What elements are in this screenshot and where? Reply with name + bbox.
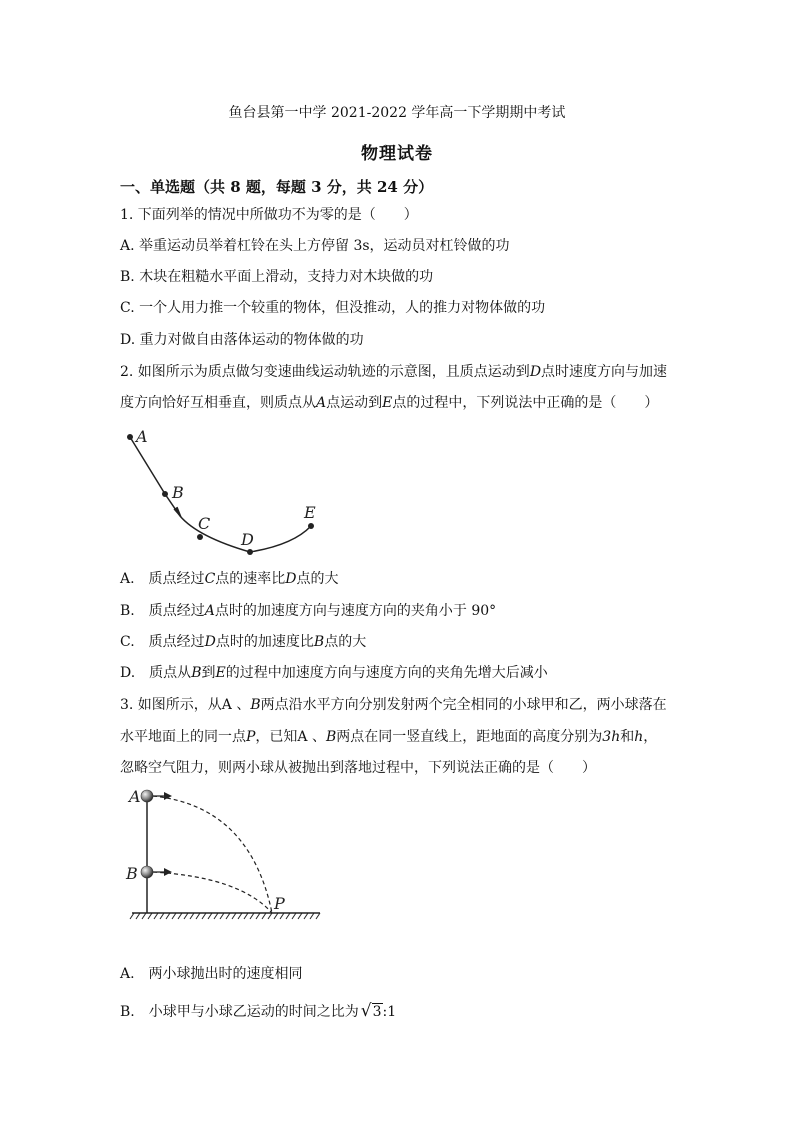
point-c-dot xyxy=(197,534,203,540)
option-var: C xyxy=(204,571,216,587)
trajectory-arrow xyxy=(174,507,181,517)
option-text: B. 小球甲与小球乙运动的时间之比为 xyxy=(120,1004,359,1020)
sqrt-expression xyxy=(361,1001,383,1022)
projectile-figure xyxy=(120,782,330,924)
label-d: D xyxy=(241,530,254,549)
label-e: E xyxy=(304,503,316,522)
option-text: 点的大 xyxy=(296,571,339,587)
point-e-dot xyxy=(308,523,314,529)
q2-var-a: A xyxy=(316,395,327,411)
q3-stem-line2 xyxy=(120,727,657,747)
ball-b xyxy=(141,866,153,878)
q3-stem-text: ，已知A 、 xyxy=(255,729,326,745)
q3-option-b xyxy=(120,1001,396,1022)
option-var: A xyxy=(204,603,215,619)
sqrt-sign-icon: √ xyxy=(360,1001,372,1021)
q1-option-c: C. 一个人用力推一个较重的物体，但没推动，人的推力对物体做的功 xyxy=(120,300,546,316)
option-text: 点时的加速度方向与速度方向的夹角小于 90° xyxy=(214,603,497,619)
q2-var-e: E xyxy=(382,395,393,411)
q3-stem-text: ， xyxy=(643,729,658,745)
sqrt-radicand: 3 xyxy=(372,1004,382,1020)
label-c: C xyxy=(198,514,211,533)
option-text: A. 质点经过 xyxy=(120,571,205,587)
q1-option-b: B. 木块在粗糙水平面上滑动，支持力对木块做的功 xyxy=(120,269,434,285)
point-b-dot xyxy=(162,491,168,497)
q2-option-d xyxy=(120,663,548,683)
q2-option-b xyxy=(120,601,496,621)
q3-stem-text: 两点在同一竖直线上，距地面的高度分别为 xyxy=(336,729,603,745)
q3-stem-text: 和 xyxy=(620,729,635,745)
option-text: 到 xyxy=(201,665,216,681)
q2-stem-text: 2. 如图所示为质点做匀变速曲线运动轨迹的示意图，且质点运动到 xyxy=(120,364,530,380)
q2-stem-text: 点的过程中，下列说法中正确的是（ ） xyxy=(392,395,659,411)
q2-option-a xyxy=(120,569,339,589)
q2-stem-text: 度方向恰好互相垂直，则质点从 xyxy=(120,395,316,411)
q2-option-c xyxy=(120,632,366,652)
ball-a xyxy=(141,790,153,802)
trajectory-b-dashed xyxy=(153,872,272,913)
q3-option-a: A. 两小球抛出时的速度相同 xyxy=(120,966,303,982)
q2-stem-text: 点时速度方向与加速 xyxy=(541,364,668,380)
label-b: B xyxy=(126,864,138,883)
trajectory-figure xyxy=(118,420,338,565)
q3-var-b: B xyxy=(325,729,337,745)
label-b: B xyxy=(172,483,184,502)
point-a-dot xyxy=(127,434,133,440)
q2-stem-line2 xyxy=(120,393,658,413)
q3-stem-text: 水平地面上的同一点 xyxy=(120,729,246,745)
q2-var-d: D xyxy=(529,364,542,380)
label-p: P xyxy=(274,894,285,913)
q2-stem-line1 xyxy=(120,362,667,382)
q3-stem-text: 两点沿水平方向分别发射两个完全相同的小球甲和乙，两小球落在 xyxy=(260,697,667,713)
option-text: 点的速率比 xyxy=(215,571,286,587)
label-a: A xyxy=(129,787,141,806)
option-var: D xyxy=(204,634,216,650)
option-text: D. 质点从 xyxy=(120,665,192,681)
q3-var-h: h xyxy=(634,729,644,745)
q1-option-d: D. 重力对做自由落体运动的物体做的功 xyxy=(120,332,364,348)
trajectory-a-dashed xyxy=(153,796,272,913)
q3-stem-text: 3. 如图所示，从A 、 xyxy=(120,697,251,713)
q1-stem: 1. 下面列举的情况中所做功不为零的是（ ） xyxy=(120,207,418,223)
page-title: 物理试卷 xyxy=(361,144,433,164)
q2-stem-text: 点运动到 xyxy=(326,395,383,411)
trajectory-line xyxy=(130,437,180,516)
option-text: :1 xyxy=(382,1004,397,1020)
point-d-dot xyxy=(247,549,253,555)
q3-stem-line3: 忽略空气阻力，则两小球从被抛出到落地过程中，下列说法正确的是（ ） xyxy=(120,760,596,776)
option-var: D xyxy=(285,571,297,587)
arrowhead-b xyxy=(164,868,172,876)
section-heading: 一、单选题（共 8 题，每题 3 分，共 24 分） xyxy=(120,178,434,196)
option-var: E xyxy=(215,665,226,681)
q1-option-a: A. 举重运动员举着杠铃在头上方停留 3s，运动员对杠铃做的功 xyxy=(120,238,510,254)
option-text: C. 质点经过 xyxy=(120,634,205,650)
option-text: 点时的加速度比 xyxy=(215,634,314,650)
option-var: B xyxy=(191,665,202,681)
q3-var-3h: 3h xyxy=(602,729,621,745)
q3-stem-line1 xyxy=(120,695,667,715)
option-text: B. 质点经过 xyxy=(120,603,205,619)
label-a: A xyxy=(136,427,148,446)
option-var: B xyxy=(313,634,325,650)
q3-var-p: P xyxy=(246,729,256,745)
option-text: 点的大 xyxy=(324,634,367,650)
q3-var-b: B xyxy=(250,697,261,713)
ground-hatch xyxy=(130,913,320,919)
exam-school-title: 鱼台县第一中学 2021-2022 学年高一下学期期中考试 xyxy=(228,105,566,121)
option-text: 的过程中加速度方向与速度方向的夹角先增大后减小 xyxy=(225,665,548,681)
